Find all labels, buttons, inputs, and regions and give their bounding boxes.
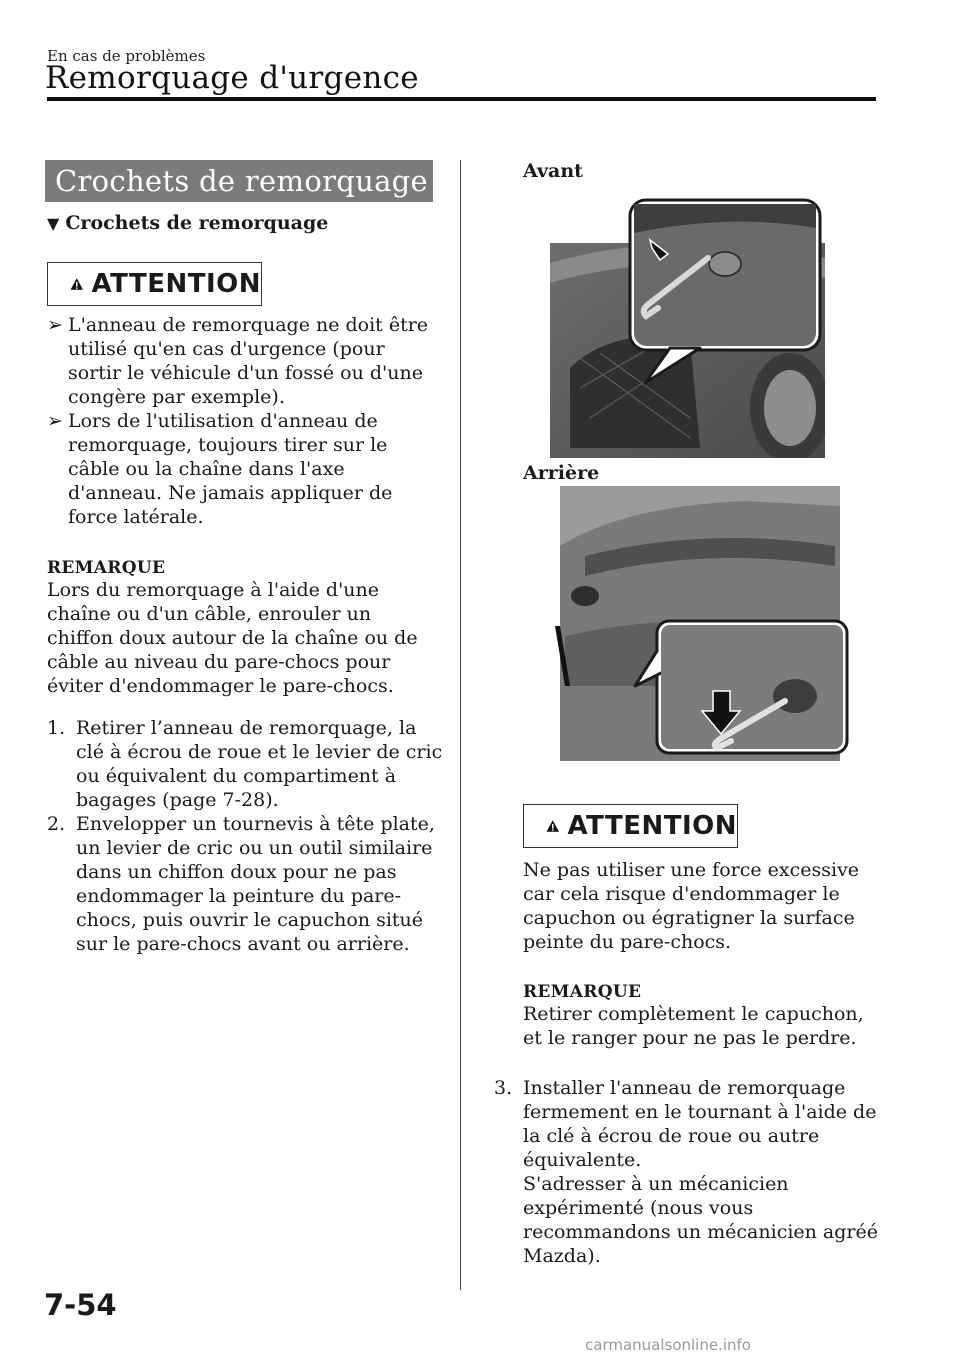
triangle-down-icon: ▼ — [47, 214, 60, 233]
list-item — [494, 1076, 879, 1268]
attention-label: ATTENTION — [567, 811, 737, 841]
list-item — [47, 313, 442, 409]
note-label: REMARQUE — [523, 982, 642, 1002]
front-tow-hook-illustration — [550, 188, 825, 458]
step-number: 1. — [47, 717, 66, 739]
attention-box — [47, 262, 262, 306]
header-rule — [47, 97, 876, 101]
list-item — [47, 716, 445, 812]
column-divider — [460, 160, 461, 1290]
page-title: Remorquage d'urgence — [45, 60, 419, 96]
step-text: Retirer l’anneau de remorquage, la clé à écrou de roue et le levier de cric ou équivalent du compartiment à bagages (page 7-28). — [76, 717, 443, 811]
figure-caption-rear: Arrière — [523, 462, 600, 484]
step-text-secondary: S'adresser à un mécanicien expérimenté (nous vous recommandons un mécanicien agréé Mazda). — [523, 1173, 878, 1267]
list-item — [47, 812, 445, 956]
note-block — [47, 558, 442, 698]
section-title: Crochets de remorquage — [45, 160, 433, 202]
attention-text: Ne pas utiliser une force excessive car cela risque d'endommager le capuchon ou égratigner la surface peinte du pare-chocs. — [523, 859, 860, 953]
step-text: Envelopper un tournevis à tête plate, un levier de cric ou un outil similaire dans un chiffon doux pour ne pas endommager la peinture du pare-chocs, puis ouvrir le capuchon situé sur le pare-chocs avant ou arrière. — [76, 813, 435, 955]
step-number: 3. — [494, 1077, 513, 1099]
subheading — [47, 212, 328, 234]
bullet-text: L'anneau de remorquage ne doit être utilisé qu'en cas d'urgence (pour sortir le véhicule d'un fossé ou d'une congère par exemple). — [68, 314, 429, 408]
arrow-right-icon: ➢ — [47, 410, 63, 432]
note-block — [523, 982, 883, 1050]
figure-caption-front: Avant — [523, 160, 583, 182]
note-text: Lors du remorquage à l'aide d'une chaîne ou d'un câble, enrouler un chiffon doux autour de la chaîne ou de câble au niveau du pare-chocs pour éviter d'endommager le pare-chocs. — [47, 579, 418, 697]
note-label: REMARQUE — [47, 558, 166, 578]
chapter-label: En cas de problèmes — [47, 47, 206, 65]
attention-label: ATTENTION — [91, 269, 261, 299]
attention-box — [523, 804, 738, 848]
list-item — [47, 409, 442, 529]
subheading-text: Crochets de remorquage — [65, 212, 329, 234]
step-number: 2. — [47, 813, 66, 835]
step-text: Installer l'anneau de remorquage fermement en le tournant à l'aide de la clé à écrou de roue ou autre équivalente. — [523, 1077, 877, 1171]
steps-list-continued — [494, 1076, 879, 1268]
watermark: carmanualsonline.info — [585, 1336, 751, 1354]
arrow-right-icon: ➢ — [47, 314, 63, 336]
bullet-text: Lors de l'utilisation d'anneau de remorquage, toujours tirer sur le câble ou la chaîne dans l'axe d'anneau. Ne jamais appliquer de force latérale. — [68, 410, 393, 528]
attention-bullets — [47, 313, 442, 529]
warning-triangle-icon — [70, 272, 84, 296]
page-number: 7-54 — [44, 1288, 117, 1322]
warning-triangle-icon — [546, 814, 560, 838]
steps-list — [47, 716, 445, 956]
note-text: Retirer complètement le capuchon, et le ranger pour ne pas le perdre. — [523, 1003, 864, 1049]
rear-tow-hook-illustration — [545, 486, 853, 761]
